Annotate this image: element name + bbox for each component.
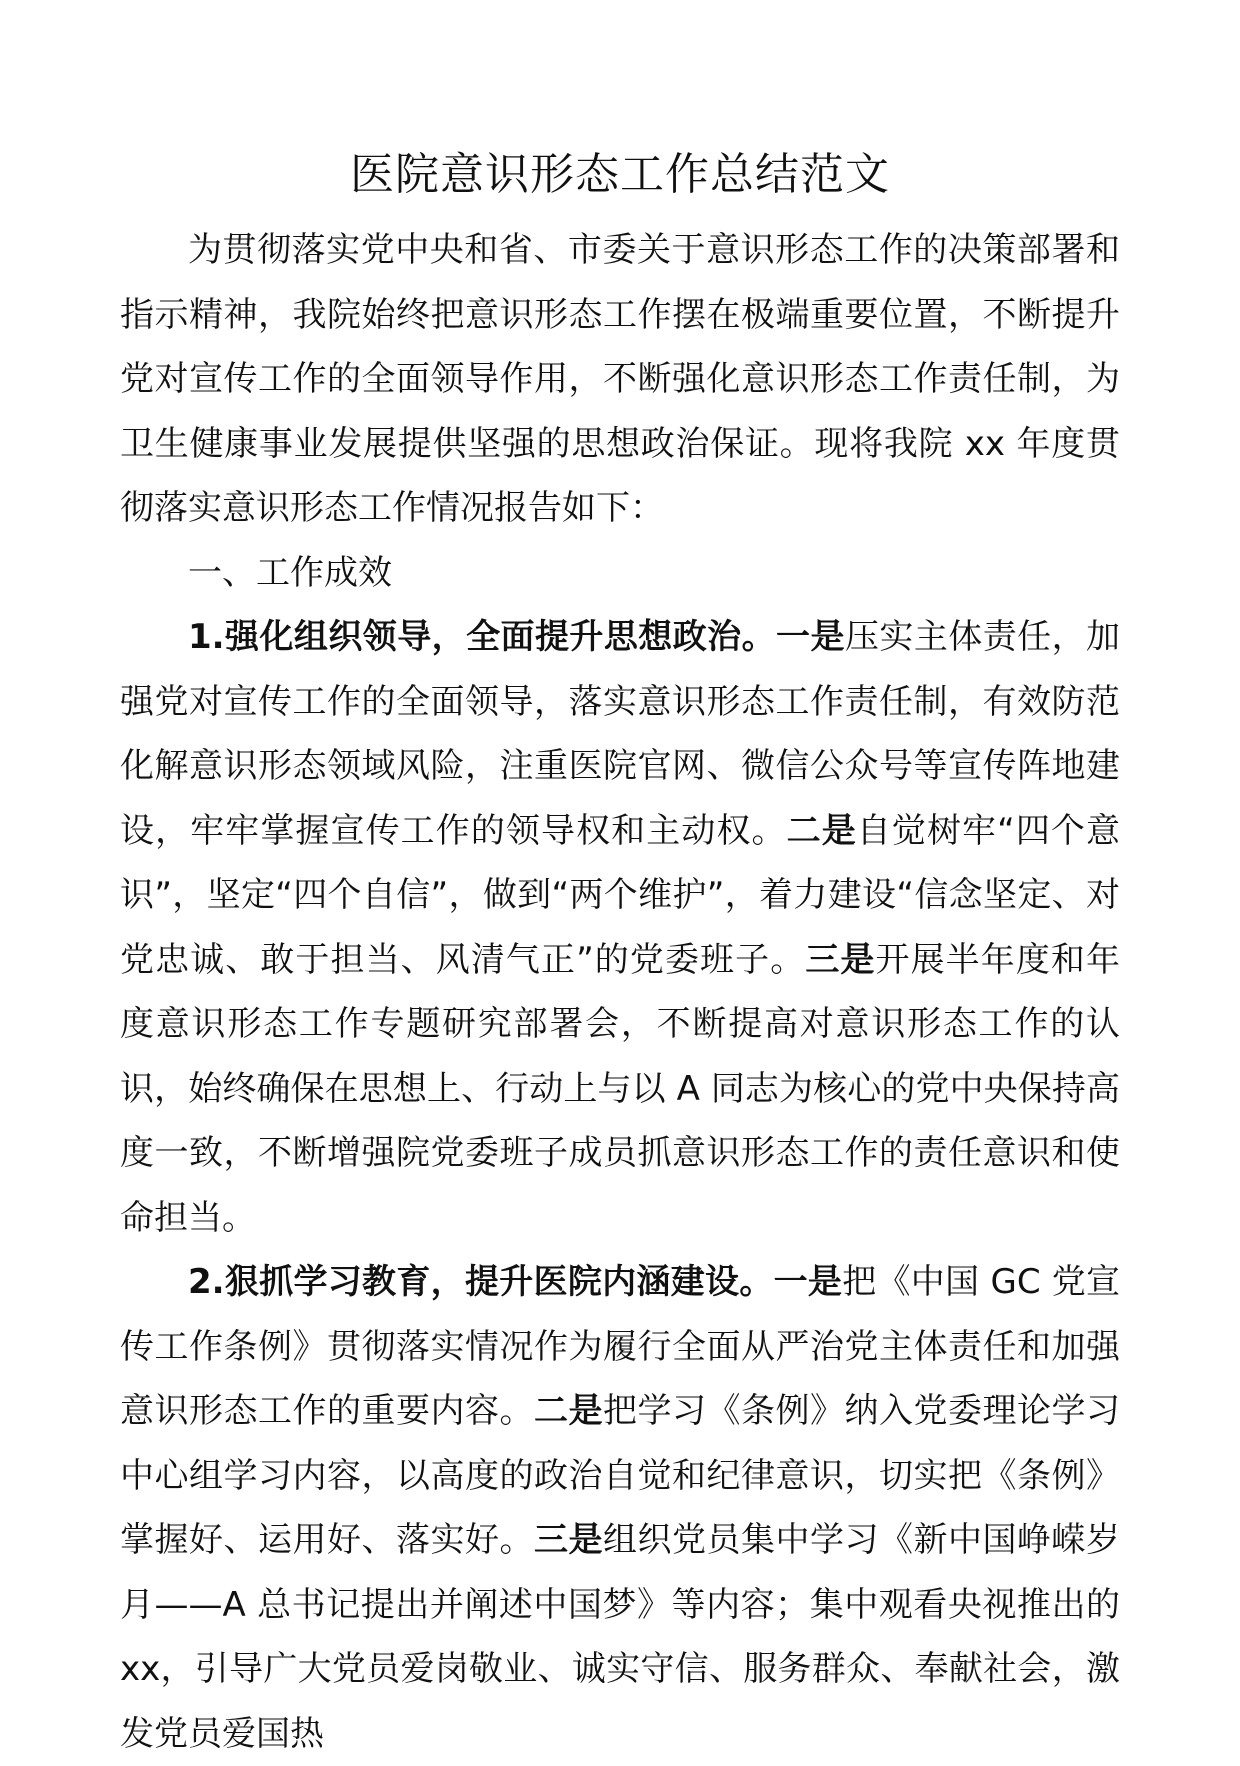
document-body — [120, 218, 1120, 1766]
item-1-label-2: 二是 — [786, 810, 857, 851]
intro-paragraph: 为贯彻落实党中央和省、市委关于意识形态工作的决策部署和指示精神，我院始终把意识形态工作摆在极端重要位置，不断提升党对宣传工作的全面领导作用，不断强化意识形态工作责任制，为卫生健康事业发展提供坚强的思想政治保证。现将我院 xx 年度贯彻落实意识形态工作情况报告如下： — [120, 230, 1120, 528]
document-title: 医院意识形态工作总结范文 — [350, 149, 890, 200]
item-2-text-3: 组织党员集中学习《新中国峥嵘岁月——A 总书记提出并阐述中国梦》等内容；集中观看央视推出的 xx，引导广大党员爱岗敬业、诚实守信、服务群众、奉献社会，激发党员爱国热 — [120, 1520, 1120, 1754]
item-1-text-3: 开展半年度和年度意识形态工作专题研究部署会，不断提高对意识形态工作的认识，始终确保在思想上、行动上与以 A 同志为核心的党中央保持高度一致，不断增强院党委班子成员抓意识形态工作的责任意识和使命担当。 — [120, 939, 1120, 1238]
item-1-label-3: 三是 — [805, 939, 876, 980]
item-1-heading: 1.强化组织领导，全面提升思想政治。 — [188, 617, 777, 657]
section-heading: 一、工作成效 — [188, 552, 392, 593]
item-2-heading: 2.狠抓学习教育，提升医院内涵建设。 — [188, 1262, 774, 1302]
item-2-text-1: 把《中国 GC 党宣传工作条例》贯彻落实情况作为履行全面从严治党主体责任和加强意识形态工作的重要内容。 — [120, 1262, 1120, 1431]
item-2-paragraph — [120, 1250, 1120, 1766]
item-2-label-1: 一是 — [773, 1262, 843, 1302]
item-2-label-2: 二是 — [534, 1391, 603, 1431]
item-1-label-1: 一是 — [776, 617, 845, 657]
item-1-text-2: 自觉树牢“四个意识”，坚定“四个自信”，做到“两个维护”，着力建设“信念坚定、对党忠诚、敢于担当、风清气正”的党委班子。 — [120, 810, 1121, 980]
item-2-text-2: 把学习《条例》纳入党委理论学习中心组学习内容，以高度的政治自觉和纪律意识，切实把《条例》掌握好、运用好、落实好。 — [120, 1391, 1120, 1560]
item-2-label-3: 三是 — [534, 1520, 603, 1560]
item-1-paragraph — [120, 605, 1120, 1250]
item-1-text-1: 压实主体责任，加强党对宣传工作的全面领导，落实意识形态工作责任制，有效防范化解意识形态领域风险，注重医院官网、微信公众号等宣传阵地建设，牢牢掌握宣传工作的领导权和主动权。 — [120, 617, 1121, 851]
